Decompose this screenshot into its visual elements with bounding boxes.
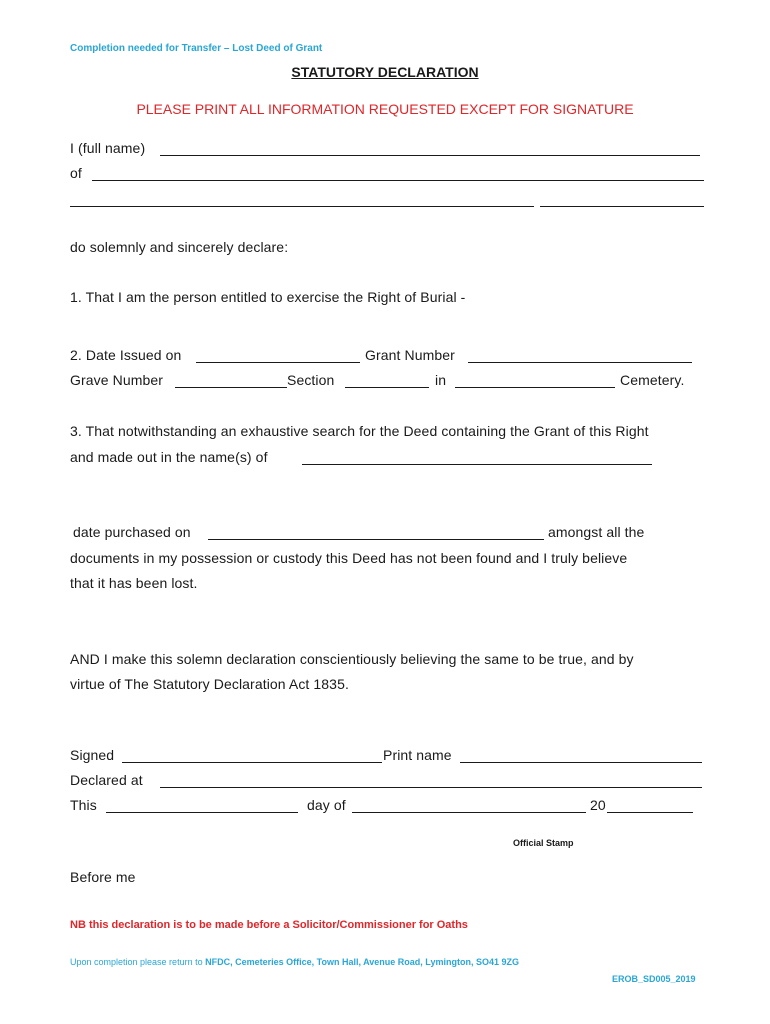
clause-3-line4: documents in my possession or custody this Deed has not been found and I truly believe <box>70 550 628 566</box>
header-note: Completion needed for Transfer – Lost Deed of Grant <box>70 43 323 54</box>
day-of-label: day of <box>307 797 346 813</box>
address-label: of <box>70 165 82 181</box>
return-note-prefix: Upon completion please return to <box>70 957 206 967</box>
return-address: NFDC, Cemeteries Office, Town Hall, Avenue Road, Lymington, SO41 9ZG <box>205 957 519 967</box>
address-field-line1[interactable] <box>92 180 704 181</box>
clause-3-line1: 3. That notwithstanding an exhaustive search for the Deed containing the Grant of this Right <box>70 423 649 439</box>
full-name-label: I (full name) <box>70 140 146 156</box>
section-field[interactable] <box>345 387 429 388</box>
before-me-label: Before me <box>70 869 136 885</box>
print-name-field[interactable] <box>460 762 702 763</box>
cemetery-label: Cemetery. <box>620 372 685 388</box>
year-field[interactable] <box>607 812 693 813</box>
in-label: in <box>435 372 447 388</box>
grave-number-label: Grave Number <box>70 372 164 388</box>
month-field[interactable] <box>352 812 586 813</box>
grant-number-field[interactable] <box>468 362 692 363</box>
solemn-line2: virtue of The Statutory Declaration Act 1835. <box>70 676 349 692</box>
day-field[interactable] <box>106 812 298 813</box>
address-field-line2[interactable] <box>70 206 534 207</box>
reference-code: EROB_SD005_2019 <box>612 974 696 984</box>
date-issued-field[interactable] <box>196 362 360 363</box>
postcode-field[interactable] <box>540 206 704 207</box>
declared-at-field[interactable] <box>160 787 702 788</box>
official-stamp-label: Official Stamp <box>513 838 574 848</box>
solemn-line1: AND I make this solemn declaration conscientiously believing the same to be true, and by <box>70 651 634 667</box>
nb-note: NB this declaration is to be made before a Solicitor/Commissioner for Oaths <box>70 919 468 931</box>
print-instruction: PLEASE PRINT ALL INFORMATION REQUESTED EXCEPT FOR SIGNATURE <box>136 101 634 117</box>
clause-1: 1. That I am the person entitled to exercise the Right of Burial - <box>70 289 466 305</box>
names-field[interactable] <box>302 464 652 465</box>
signature-field[interactable] <box>122 762 382 763</box>
date-issued-label: 2. Date Issued on <box>70 347 182 363</box>
print-name-label: Print name <box>383 747 452 763</box>
form-title: STATUTORY DECLARATION <box>291 64 479 80</box>
cemetery-field[interactable] <box>455 387 615 388</box>
date-purchased-label: date purchased on <box>73 524 191 540</box>
declare-text: do solemnly and sincerely declare: <box>70 239 289 255</box>
clause-3-line5: that it has been lost. <box>70 575 198 591</box>
declared-at-label: Declared at <box>70 772 143 788</box>
names-label: and made out in the name(s) of <box>70 449 268 465</box>
full-name-field[interactable] <box>160 155 700 156</box>
date-purchased-field[interactable] <box>208 539 544 540</box>
grant-number-label: Grant Number <box>365 347 455 363</box>
signed-label: Signed <box>70 747 115 763</box>
grave-number-field[interactable] <box>175 387 287 388</box>
this-label: This <box>70 797 97 813</box>
section-label: Section <box>287 372 335 388</box>
return-note <box>70 957 519 967</box>
year-label: 20 <box>590 797 606 813</box>
amongst-label: amongst all the <box>548 524 645 540</box>
